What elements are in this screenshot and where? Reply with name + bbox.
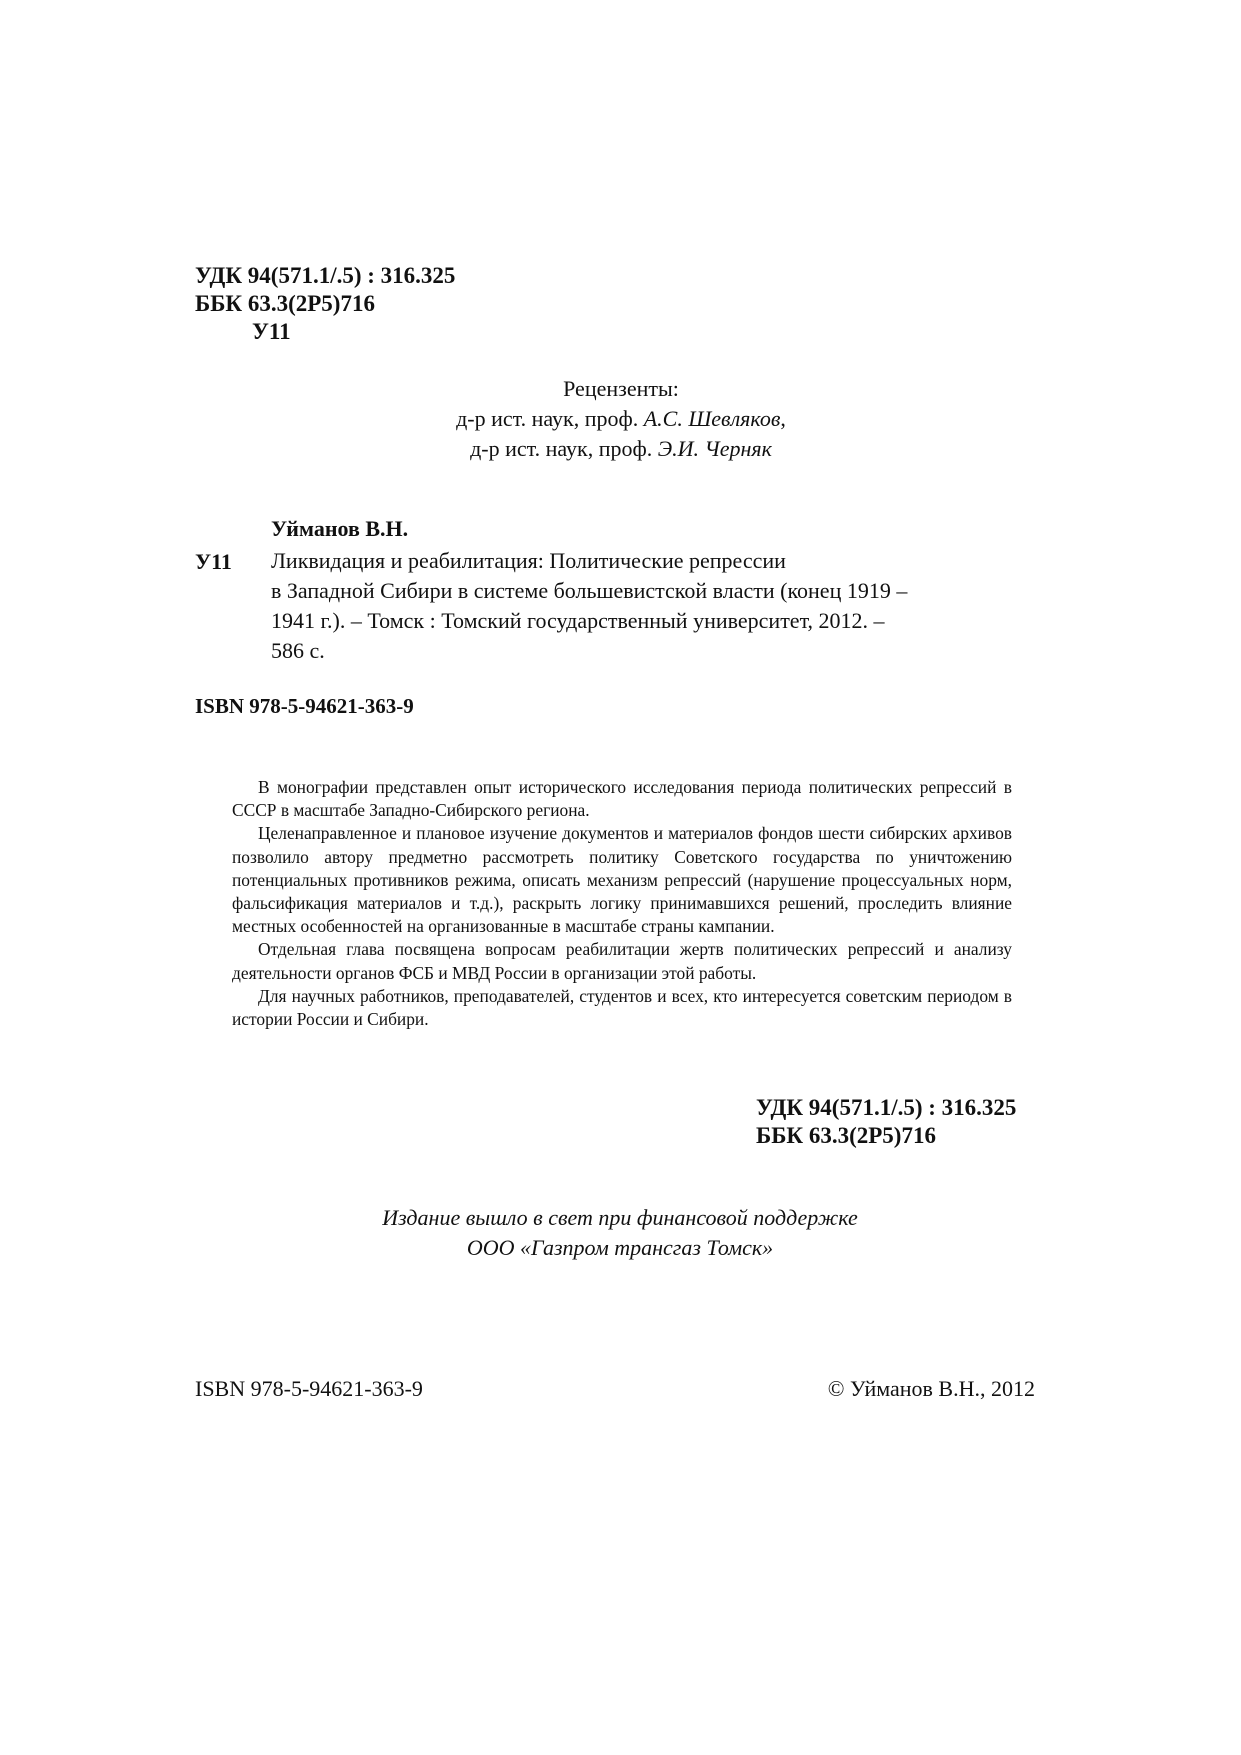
footer-bbk-code: ББК 63.3(2Р5)716	[756, 1123, 936, 1148]
sponsor-line: Издание вышло в свет при финансовой поддержке	[382, 1205, 858, 1230]
abstract-paragraph: Отдельная глава посвящена вопросам реабилитации жертв политических репрессий и анализу деятельности органов ФСБ и МВД России в организации этой работы.	[232, 939, 1012, 983]
abstract-paragraph: Целенаправленное и плановое изучение документов и материалов фондов шести сибирских архивов позволило автору предметно рассмотреть политику Советского государства по уничтожению потенциальных противников режима, описать механизм репрессий (нарушение процессуальных норм, фальсификация материалов и т.д.), раскрыть логику принимавшихся решений, проследить влияние местных особенностей на организованные в масштабе страны кампании.	[232, 823, 1012, 937]
abstract-paragraph: Для научных работников, преподавателей, студентов и всех, кто интересуется советским периодом в истории России и Сибири.	[232, 985, 1012, 1030]
bib-description	[271, 546, 1031, 666]
reviewer-1: д-р ист. наук, проф. А.С. Шевляков,	[456, 406, 786, 431]
bbk-code: ББК 63.3(2Р5)716	[195, 291, 375, 316]
reviewer-2-name: Э.И. Черняк	[657, 436, 772, 461]
copyright: © Уйманов В.Н., 2012	[827, 1376, 1035, 1401]
header-codes	[195, 262, 455, 346]
abstract	[232, 776, 1012, 1031]
bib-line: 1941 г.). – Томск : Томский государственный университет, 2012. –	[271, 608, 885, 633]
isbn-bold: ISBN 978-5-94621-363-9	[195, 694, 414, 718]
author-mark: У11	[252, 319, 291, 344]
reviewer-1-name: А.С. Шевляков	[643, 406, 781, 431]
bib-line: Ликвидация и реабилитация: Политические репрессии	[271, 548, 786, 573]
sponsor-line: ООО «Газпром трансгаз Томск»	[466, 1235, 774, 1260]
bib-mark: У11	[195, 549, 232, 574]
footer-udk-code: УДК 94(571.1/.5) : 316.325	[756, 1095, 1017, 1120]
bib-author: Уйманов В.Н.	[271, 516, 409, 541]
footer-isbn: ISBN 978-5-94621-363-9	[195, 1376, 423, 1401]
sponsor-note	[220, 1203, 1020, 1263]
abstract-paragraph: В монографии представлен опыт исторического исследования периода политических репрессий в СССР в масштабе Западно-Сибирского региона.	[232, 777, 1012, 821]
reviewers-block	[221, 374, 1021, 464]
bib-line: в Западной Сибири в системе большевистской власти (конец 1919 –	[271, 578, 908, 603]
reviewers-title: Рецензенты:	[563, 376, 679, 401]
udk-code: УДК 94(571.1/.5) : 316.325	[195, 263, 456, 288]
footer-codes	[756, 1094, 1016, 1150]
bib-line: 586 с.	[271, 638, 325, 663]
reviewer-2: д-р ист. наук, проф. Э.И. Черняк	[470, 436, 772, 461]
